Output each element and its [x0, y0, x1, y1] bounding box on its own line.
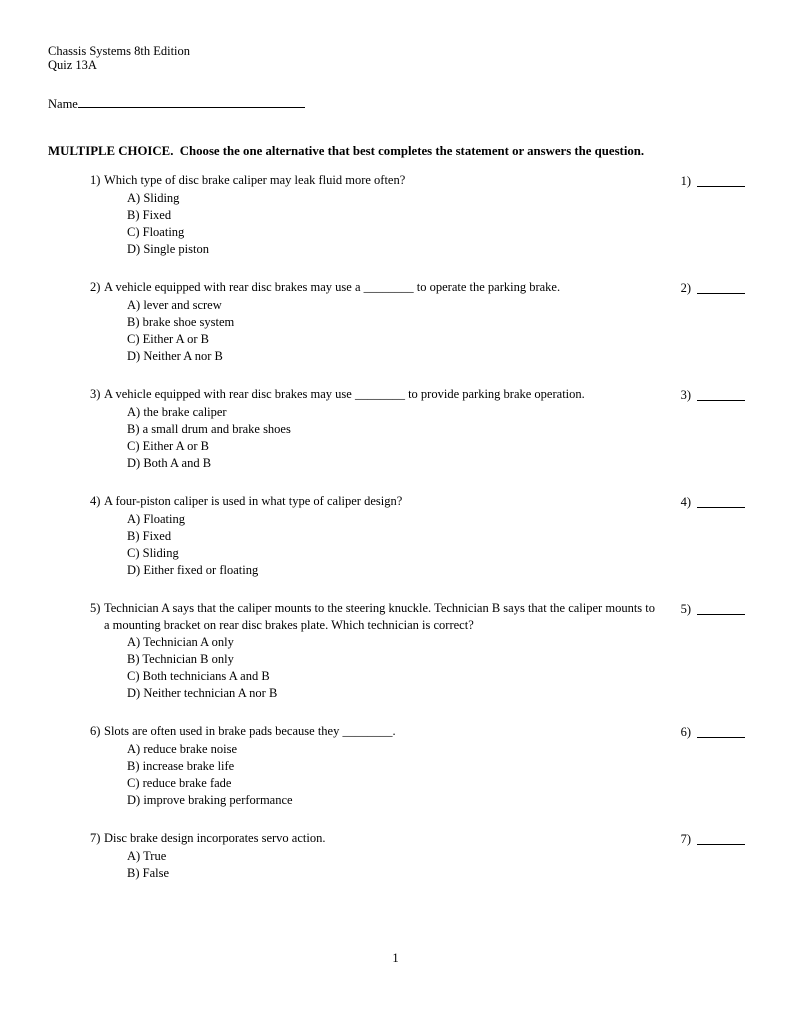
question-number: 6)	[90, 724, 101, 738]
question-row	[90, 493, 745, 511]
answer-number: 7)	[680, 832, 691, 846]
question-option: B) a small drum and brake shoes	[127, 422, 291, 436]
question-number: 5)	[90, 601, 101, 615]
question-number: 7)	[90, 831, 101, 845]
question-option: D) Neither technician A nor B	[127, 686, 278, 700]
options-list	[127, 741, 745, 809]
question-main	[90, 493, 673, 510]
question-row	[90, 172, 745, 190]
question-option: B) Fixed	[127, 208, 172, 222]
question-block	[90, 600, 745, 702]
question-row	[90, 600, 745, 634]
answer-blank-field[interactable]	[697, 281, 745, 294]
options-list	[127, 511, 745, 579]
question-main	[90, 386, 673, 403]
answer-number: 2)	[680, 281, 691, 295]
question-option: C) Either A or B	[127, 332, 209, 346]
question-block	[90, 723, 745, 809]
questions-list	[90, 172, 745, 882]
options-list	[127, 848, 745, 882]
name-line	[48, 94, 745, 112]
question-main	[90, 830, 673, 847]
question-number: 3)	[90, 387, 101, 401]
options-list	[127, 190, 745, 258]
question-option: D) Single piston	[127, 242, 209, 256]
question-option: B) increase brake life	[127, 759, 235, 773]
question-option: C) Sliding	[127, 546, 179, 560]
name-blank-field[interactable]	[78, 94, 305, 108]
question-option: B) False	[127, 866, 170, 880]
question-option: A) Floating	[127, 512, 185, 526]
options-list	[127, 297, 745, 365]
question-main	[90, 172, 673, 189]
question-main	[90, 723, 673, 740]
question-row	[90, 830, 745, 848]
answer-area	[673, 279, 745, 297]
question-option: A) Technician A only	[127, 635, 234, 649]
question-option: C) reduce brake fade	[127, 776, 232, 790]
answer-area	[673, 830, 745, 848]
answer-number: 6)	[680, 725, 691, 739]
question-row	[90, 723, 745, 741]
answer-number: 4)	[680, 495, 691, 509]
question-option: A) lever and screw	[127, 298, 222, 312]
instructions: MULTIPLE CHOICE. Choose the one alternative that best completes the statement or answers the question.	[48, 144, 645, 158]
question-option: D) improve braking performance	[127, 793, 293, 807]
question-option: D) Neither A nor B	[127, 349, 223, 363]
question-text: A vehicle equipped with rear disc brakes may use a ________ to operate the parking brake.	[104, 280, 561, 294]
answer-number: 1)	[680, 174, 691, 188]
question-option: C) Floating	[127, 225, 185, 239]
answer-area	[673, 386, 745, 404]
question-option: A) Sliding	[127, 191, 180, 205]
question-text: Disc brake design incorporates servo action.	[104, 831, 326, 845]
question-option: B) Technician B only	[127, 652, 234, 666]
question-option: C) Both technicians A and B	[127, 669, 270, 683]
options-list	[127, 634, 745, 702]
answer-blank-field[interactable]	[697, 725, 745, 738]
answer-area	[673, 600, 745, 618]
quiz-number: Quiz 13A	[48, 57, 97, 72]
question-number: 4)	[90, 494, 101, 508]
answer-blank-field[interactable]	[697, 495, 745, 508]
question-option: D) Both A and B	[127, 456, 212, 470]
question-number: 1)	[90, 173, 101, 187]
question-block	[90, 830, 745, 882]
question-row	[90, 279, 745, 297]
question-block	[90, 386, 745, 472]
answer-blank-field[interactable]	[697, 174, 745, 187]
answer-blank-field[interactable]	[697, 832, 745, 845]
document-header	[48, 45, 745, 72]
answer-area	[673, 172, 745, 190]
answer-number: 5)	[680, 602, 691, 616]
question-option: B) brake shoe system	[127, 315, 235, 329]
answer-blank-field[interactable]	[697, 602, 745, 615]
question-text: A vehicle equipped with rear disc brakes may use ________ to provide parking brake operation.	[104, 387, 585, 401]
question-option: A) True	[127, 849, 167, 863]
question-block	[90, 493, 745, 579]
question-option: D) Either fixed or floating	[127, 563, 259, 577]
doc-title: Chassis Systems 8th Edition	[48, 44, 191, 58]
question-option: A) reduce brake noise	[127, 742, 238, 756]
answer-area	[673, 493, 745, 511]
question-option: B) Fixed	[127, 529, 172, 543]
question-option: A) the brake caliper	[127, 405, 227, 419]
answer-area	[673, 723, 745, 741]
page-number: 1	[392, 951, 399, 965]
question-text: Which type of disc brake caliper may leak fluid more often?	[104, 173, 406, 187]
name-label: Name	[48, 97, 78, 111]
answer-number: 3)	[680, 388, 691, 402]
question-main	[90, 600, 673, 634]
answer-blank-field[interactable]	[697, 388, 745, 401]
question-text: A four-piston caliper is used in what type of caliper design?	[104, 494, 403, 508]
question-number: 2)	[90, 280, 101, 294]
question-block	[90, 172, 745, 258]
question-text: Slots are often used in brake pads because they ________.	[104, 724, 396, 738]
question-row	[90, 386, 745, 404]
question-text: Technician A says that the caliper mounts to the steering knuckle. Technician B says that the caliper mounts to a mounting bracket on rear disc brakes plate. Which technician is correct?	[104, 601, 656, 632]
question-main	[90, 279, 673, 296]
question-option: C) Either A or B	[127, 439, 209, 453]
options-list	[127, 404, 745, 472]
question-block	[90, 279, 745, 365]
